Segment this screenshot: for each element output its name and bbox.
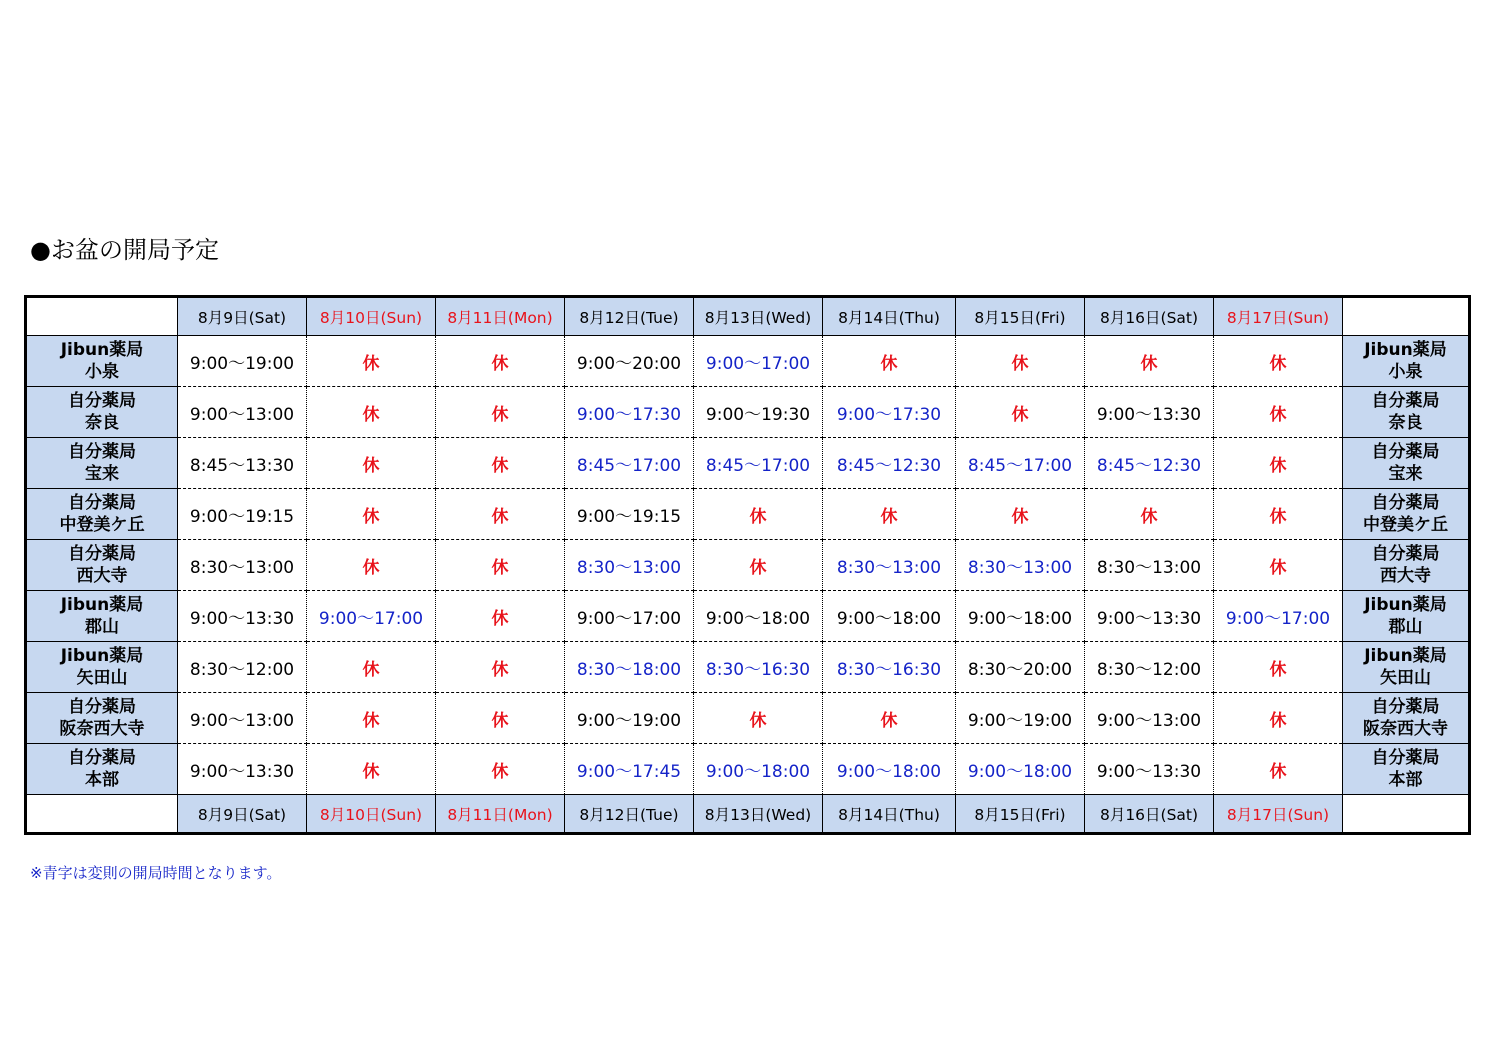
closed-cell: 休 (956, 336, 1085, 387)
store-name-line2: 奈良 (1388, 413, 1423, 433)
hours-cell: 9:00〜13:30 (1085, 591, 1214, 642)
date-header: 8月17日(Sun) (1214, 795, 1343, 834)
closed-cell: 休 (436, 489, 565, 540)
closed-cell: 休 (436, 642, 565, 693)
store-name (26, 489, 178, 540)
store-name-line1: Jibun薬局 (60, 595, 144, 615)
store-name-line2: 郡山 (85, 617, 119, 637)
date-header: 8月16日(Sat) (1085, 795, 1214, 834)
hours-cell: 8:45〜17:00 (694, 438, 823, 489)
header-row-top (26, 297, 1470, 336)
store-name (1343, 693, 1470, 744)
store-name-line1: Jibun薬局 (60, 340, 144, 360)
hours-cell: 9:00〜19:00 (565, 693, 694, 744)
closed-cell: 休 (307, 387, 436, 438)
closed-cell: 休 (436, 540, 565, 591)
hours-cell: 9:00〜13:00 (178, 387, 307, 438)
table-row (26, 489, 1470, 540)
closed-cell: 休 (307, 336, 436, 387)
hours-cell: 9:00〜17:00 (694, 336, 823, 387)
store-name-line1: 自分薬局 (1371, 748, 1440, 768)
closed-cell: 休 (956, 387, 1085, 438)
closed-cell: 休 (1085, 336, 1214, 387)
closed-cell: 休 (694, 693, 823, 744)
date-header: 8月9日(Sat) (178, 795, 307, 834)
closed-cell: 休 (823, 489, 956, 540)
store-name (1343, 489, 1470, 540)
hours-cell: 9:00〜19:00 (178, 336, 307, 387)
closed-cell: 休 (823, 693, 956, 744)
date-header: 8月13日(Wed) (694, 795, 823, 834)
table-row (26, 591, 1470, 642)
store-name-line2: 西大寺 (1380, 566, 1431, 586)
header-row-bottom (26, 795, 1470, 834)
closed-cell: 休 (436, 336, 565, 387)
store-name-line2: 奈良 (85, 413, 119, 433)
date-header: 8月10日(Sun) (307, 297, 436, 336)
store-name-line1: 自分薬局 (1371, 442, 1440, 462)
hours-cell: 8:30〜18:00 (565, 642, 694, 693)
date-header: 8月15日(Fri) (956, 795, 1085, 834)
table-row (26, 540, 1470, 591)
footnote: ※青字は変則の開局時間となります。 (30, 864, 282, 882)
hours-cell: 8:30〜13:00 (565, 540, 694, 591)
closed-cell: 休 (1214, 540, 1343, 591)
hours-cell: 9:00〜18:00 (956, 591, 1085, 642)
date-header: 8月11日(Mon) (436, 795, 565, 834)
store-name (1343, 744, 1470, 795)
store-name-line2: 郡山 (1388, 617, 1423, 637)
store-name-line1: Jibun薬局 (60, 646, 144, 666)
closed-cell: 休 (694, 489, 823, 540)
date-header: 8月16日(Sat) (1085, 297, 1214, 336)
table-row (26, 336, 1470, 387)
closed-cell: 休 (1214, 336, 1343, 387)
schedule-body (26, 297, 1470, 834)
hours-cell: 9:00〜18:00 (823, 744, 956, 795)
store-name-line1: 自分薬局 (68, 748, 136, 768)
closed-cell: 休 (307, 540, 436, 591)
header-blank-cell (1343, 795, 1470, 834)
store-name (26, 336, 178, 387)
closed-cell: 休 (1085, 489, 1214, 540)
store-name-line1: 自分薬局 (68, 493, 136, 513)
header-blank-cell (26, 795, 178, 834)
hours-cell: 8:45〜17:00 (565, 438, 694, 489)
hours-cell: 9:00〜19:00 (956, 693, 1085, 744)
hours-cell: 9:00〜20:00 (565, 336, 694, 387)
store-name-line2: 本部 (85, 770, 119, 790)
date-header: 8月10日(Sun) (307, 795, 436, 834)
hours-cell: 9:00〜13:00 (178, 693, 307, 744)
hours-cell: 8:45〜13:30 (178, 438, 307, 489)
store-name-line2: 阪奈西大寺 (1363, 719, 1448, 739)
date-header: 8月12日(Tue) (565, 297, 694, 336)
store-name-line1: 自分薬局 (1371, 544, 1440, 564)
table-row (26, 642, 1470, 693)
store-name (1343, 438, 1470, 489)
hours-cell: 9:00〜13:30 (178, 744, 307, 795)
closed-cell: 休 (436, 591, 565, 642)
hours-cell: 9:00〜17:30 (823, 387, 956, 438)
store-name-line2: 中登美ケ丘 (59, 515, 145, 535)
store-name-line1: 自分薬局 (1371, 697, 1440, 717)
date-header: 8月12日(Tue) (565, 795, 694, 834)
store-name-line2: 西大寺 (76, 566, 128, 586)
header-blank-cell (1343, 297, 1470, 336)
store-name (1343, 336, 1470, 387)
hours-cell: 9:00〜18:00 (694, 591, 823, 642)
store-name-line1: Jibun薬局 (1364, 595, 1447, 615)
hours-cell: 8:30〜13:00 (1085, 540, 1214, 591)
store-name (1343, 387, 1470, 438)
hours-cell: 9:00～19:30 (694, 387, 823, 438)
store-name-line1: 自分薬局 (1371, 493, 1440, 513)
store-name-line2: 宝来 (1388, 464, 1423, 484)
header-blank-cell (26, 297, 178, 336)
closed-cell: 休 (1214, 744, 1343, 795)
hours-cell: 8:45〜12:30 (1085, 438, 1214, 489)
table-row (26, 693, 1470, 744)
store-name (26, 387, 178, 438)
closed-cell: 休 (436, 438, 565, 489)
closed-cell: 休 (1214, 438, 1343, 489)
store-name (1343, 642, 1470, 693)
hours-cell: 8:45〜17:00 (956, 438, 1085, 489)
hours-cell: 9:00〜18:00 (694, 744, 823, 795)
hours-cell: 8:30〜16:30 (694, 642, 823, 693)
store-name-line2: 矢田山 (76, 668, 128, 688)
store-name-line1: 自分薬局 (68, 697, 136, 717)
store-name-line1: Jibun薬局 (1364, 646, 1447, 666)
store-name (1343, 591, 1470, 642)
hours-cell: 8:30〜12:00 (178, 642, 307, 693)
store-name-line2: 小泉 (85, 362, 119, 382)
store-name-line2: 宝来 (85, 464, 119, 484)
hours-cell: 9:00〜17:00 (1214, 591, 1343, 642)
store-name-line2: 矢田山 (1380, 668, 1431, 688)
closed-cell: 休 (823, 336, 956, 387)
hours-cell: 8:30〜13:00 (823, 540, 956, 591)
closed-cell: 休 (307, 693, 436, 744)
closed-cell: 休 (307, 744, 436, 795)
store-name (26, 642, 178, 693)
hours-cell: 9:00〜13:30 (178, 591, 307, 642)
hours-cell: 9:00〜18:00 (823, 591, 956, 642)
schedule-table (24, 295, 1471, 835)
hours-cell: 8:30〜12:00 (1085, 642, 1214, 693)
date-header: 8月17日(Sun) (1214, 297, 1343, 336)
closed-cell: 休 (307, 438, 436, 489)
store-name-line2: 中登美ケ丘 (1363, 515, 1448, 535)
store-name (1343, 540, 1470, 591)
hours-cell: 8:30〜16:30 (823, 642, 956, 693)
hours-cell: 9:00〜13:30 (1085, 387, 1214, 438)
store-name (26, 540, 178, 591)
closed-cell: 休 (436, 693, 565, 744)
store-name-line2: 本部 (1388, 770, 1423, 790)
closed-cell: 休 (307, 642, 436, 693)
table-row (26, 438, 1470, 489)
closed-cell: 休 (956, 489, 1085, 540)
store-name-line2: 小泉 (1388, 362, 1423, 382)
hours-cell: 9:00〜13:30 (1085, 744, 1214, 795)
date-header: 8月14日(Thu) (823, 795, 956, 834)
store-name (26, 693, 178, 744)
hours-cell: 9:00〜17:30 (565, 387, 694, 438)
store-name (26, 438, 178, 489)
hours-cell: 9:00〜19:15 (178, 489, 307, 540)
hours-cell: 8:45〜12:30 (823, 438, 956, 489)
hours-cell: 9:00〜17:00 (565, 591, 694, 642)
date-header: 8月13日(Wed) (694, 297, 823, 336)
store-name (26, 744, 178, 795)
closed-cell: 休 (1214, 693, 1343, 744)
store-name-line1: 自分薬局 (1371, 391, 1440, 411)
date-header: 8月14日(Thu) (823, 297, 956, 336)
date-header: 8月11日(Mon) (436, 297, 565, 336)
hours-cell: 8:30〜13:00 (178, 540, 307, 591)
store-name-line1: 自分薬局 (68, 544, 136, 564)
date-header: 8月9日(Sat) (178, 297, 307, 336)
closed-cell: 休 (694, 540, 823, 591)
table-row (26, 387, 1470, 438)
closed-cell: 休 (1214, 489, 1343, 540)
store-name (26, 591, 178, 642)
closed-cell: 休 (436, 744, 565, 795)
closed-cell: 休 (436, 387, 565, 438)
closed-cell: 休 (1214, 642, 1343, 693)
hours-cell: 9:00〜19:15 (565, 489, 694, 540)
store-name-line1: 自分薬局 (68, 391, 136, 411)
hours-cell: 8:30〜13:00 (956, 540, 1085, 591)
table-row (26, 744, 1470, 795)
hours-cell: 9:00〜13:00 (1085, 693, 1214, 744)
page-title: ●お盆の開局予定 (30, 236, 219, 264)
hours-cell: 9:00〜17:45 (565, 744, 694, 795)
store-name-line1: Jibun薬局 (1364, 340, 1447, 360)
hours-cell: 8:30〜20:00 (956, 642, 1085, 693)
store-name-line1: 自分薬局 (68, 442, 136, 462)
hours-cell: 9:00〜18:00 (956, 744, 1085, 795)
hours-cell: 9:00〜17:00 (307, 591, 436, 642)
store-name-line2: 阪奈西大寺 (59, 719, 145, 739)
date-header: 8月15日(Fri) (956, 297, 1085, 336)
closed-cell: 休 (1214, 387, 1343, 438)
closed-cell: 休 (307, 489, 436, 540)
